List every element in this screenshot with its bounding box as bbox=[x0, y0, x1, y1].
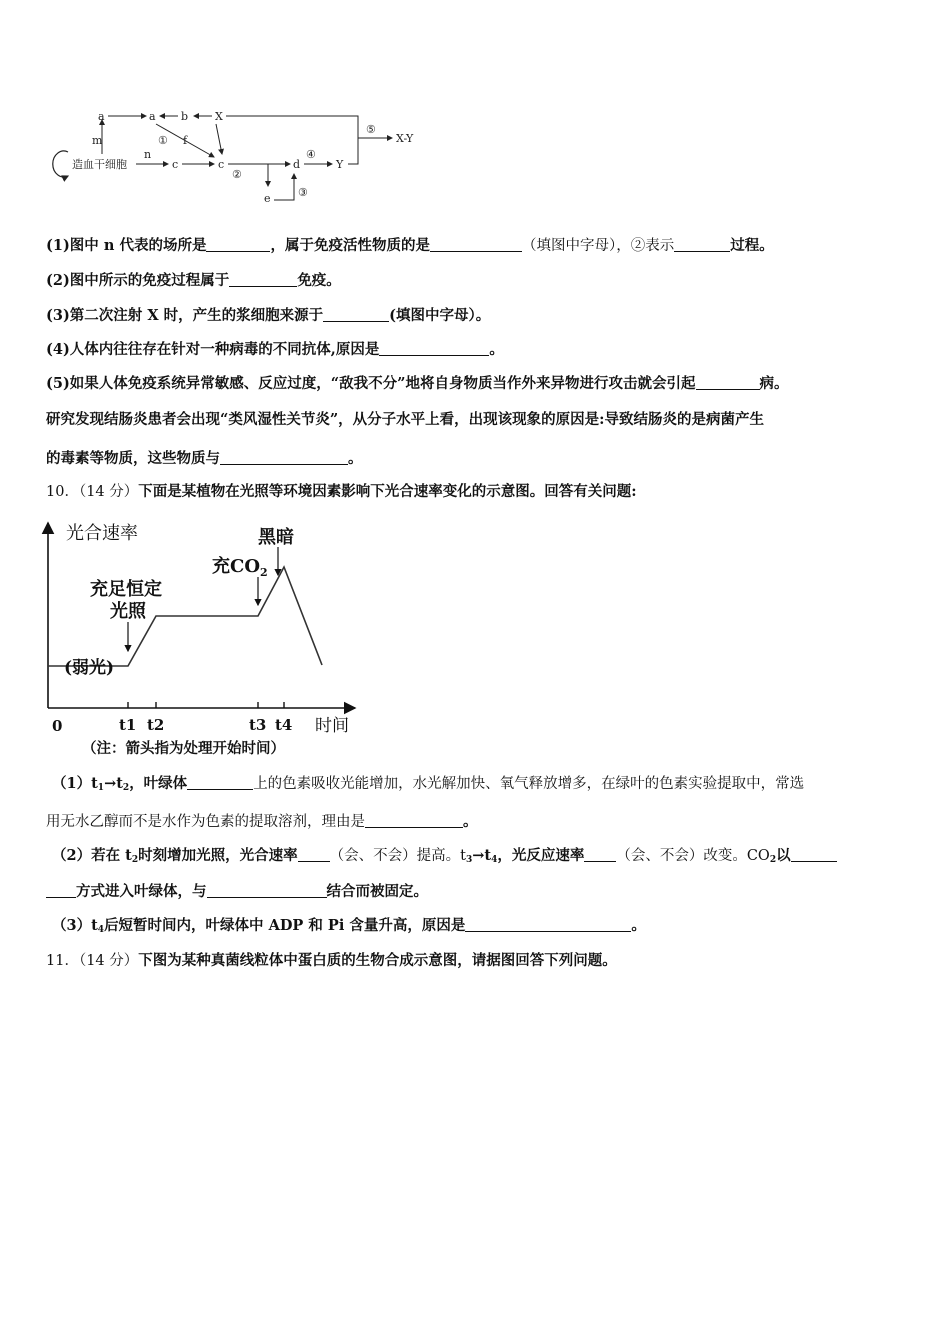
subscript: 2 bbox=[769, 855, 777, 865]
q10-p1-line2a: 用无水乙醇而不是水作为色素的提取溶剂，理由是 bbox=[46, 814, 365, 830]
answer-blank[interactable] bbox=[207, 883, 327, 898]
node-c-left: c bbox=[172, 158, 179, 171]
q9-p2-text-a: (2)图中所示的免疫过程属于 bbox=[46, 272, 230, 289]
node-x: X bbox=[215, 110, 223, 123]
q9-part5-line3 bbox=[46, 449, 910, 469]
q10-score: （14 分） bbox=[78, 484, 139, 500]
step-4: ④ bbox=[306, 148, 316, 161]
label-f: f bbox=[183, 134, 188, 147]
answer-blank[interactable] bbox=[46, 883, 76, 898]
q10-number: 10． bbox=[46, 484, 79, 500]
q10-p2-d: t bbox=[484, 847, 492, 864]
x-tick-label: t2 bbox=[147, 716, 165, 734]
step-5: ⑤ bbox=[366, 123, 376, 136]
q11-score: （14 分） bbox=[78, 953, 139, 969]
answer-blank[interactable] bbox=[229, 272, 297, 287]
x-tick-label: t1 bbox=[119, 716, 137, 734]
node-a-left: a bbox=[98, 110, 105, 123]
q10-p3-a: （3）t bbox=[52, 917, 98, 934]
step-2: ② bbox=[232, 168, 242, 181]
step-3: ③ bbox=[298, 186, 308, 199]
step-1: ① bbox=[158, 134, 168, 147]
q9-p1-text-a: (1)图中 n 代表的场所是 bbox=[46, 237, 207, 254]
arrow-glyph: → bbox=[472, 847, 485, 864]
answer-blank[interactable] bbox=[584, 847, 616, 862]
answer-blank[interactable] bbox=[323, 307, 389, 322]
q9-p5-line2: 研究发现结肠炎患者会出现“类风湿性关节炎”，从分子水平上看，出现该现象的原因是:导致结肠炎的是病菌产生 bbox=[46, 411, 765, 428]
q10-p1-a: （1）t bbox=[52, 775, 98, 792]
node-y: Y bbox=[336, 158, 344, 171]
q10-p2-f: （会、不会）改变。CO bbox=[616, 848, 770, 864]
q10-p1-a2: t bbox=[116, 775, 123, 792]
q10-p2-c: （会、不会）提高。t bbox=[329, 848, 466, 864]
answer-blank[interactable] bbox=[365, 813, 463, 828]
q9-part5-line2 bbox=[46, 410, 910, 430]
q9-p1-text-b: ，属于免疫活性物质的是 bbox=[270, 237, 430, 254]
label-n: n bbox=[144, 148, 152, 161]
q9-p2-text-b: 免疫。 bbox=[297, 272, 341, 289]
origin-label: 0 bbox=[52, 717, 63, 735]
annotation-strong-light-2: 光照 bbox=[110, 601, 146, 622]
answer-blank[interactable] bbox=[298, 847, 330, 862]
annotation-strong-light-1: 充足恒定 bbox=[90, 579, 162, 600]
annotation-weak-light: (弱光) bbox=[64, 658, 115, 678]
q10-p2-b: 时刻增加光照，光合速率 bbox=[138, 847, 298, 864]
answer-blank[interactable] bbox=[430, 237, 522, 252]
q9-p5-line3a: 的毒素等物质，这些物质与 bbox=[46, 450, 220, 467]
q10-part2 bbox=[52, 846, 910, 870]
q9-p5-text-b: 病。 bbox=[759, 375, 789, 392]
q10-p2-a: （2）若在 t bbox=[52, 847, 132, 864]
answer-blank[interactable] bbox=[465, 917, 631, 932]
self-renewal-arrow bbox=[53, 151, 68, 177]
q10-p2-line2a: 方式进入叶绿体，与 bbox=[76, 883, 207, 900]
q9-p4-text-b: 。 bbox=[489, 341, 504, 358]
q11-stem: 下图为某种真菌线粒体中蛋白质的生物合成示意图，请据图回答下列问题。 bbox=[138, 952, 617, 969]
subscript: 4 bbox=[491, 855, 498, 865]
immune-process-diagram bbox=[50, 100, 440, 212]
q10-p1-b: ，叶绿体 bbox=[129, 775, 188, 792]
x-loop-line bbox=[226, 116, 358, 164]
q10-p1-line2b: 。 bbox=[463, 813, 478, 830]
answer-blank[interactable] bbox=[379, 341, 489, 356]
arrow-x-c bbox=[216, 124, 222, 154]
q10-part3 bbox=[52, 916, 910, 940]
q9-part3 bbox=[46, 306, 910, 326]
q10-p2-g: 以 bbox=[776, 847, 791, 864]
node-c-right: c bbox=[218, 158, 225, 171]
y-axis-label: 光合速率 bbox=[66, 523, 138, 544]
q10-stem: 下面是某植物在光照等环境因素影响下光合速率变化的示意图。回答有关问题: bbox=[138, 483, 637, 500]
node-b: b bbox=[181, 110, 189, 123]
chart-note-text: （注：箭头指为处理开始时间） bbox=[82, 740, 285, 757]
q10-header bbox=[46, 482, 910, 502]
subscript: 2 bbox=[122, 783, 130, 793]
arrow-e-d bbox=[274, 174, 294, 200]
annotation-dark: 黑暗 bbox=[258, 527, 294, 548]
subscript: 2 bbox=[131, 855, 139, 865]
photosynthesis-rate-chart bbox=[40, 515, 380, 740]
q10-p2-e: ，光反应速率 bbox=[497, 847, 585, 864]
q9-part4 bbox=[46, 340, 910, 360]
arrow-glyph: → bbox=[104, 775, 117, 792]
q9-p3-text-a: (3)第二次注射 X 时，产生的浆细胞来源于 bbox=[46, 307, 324, 324]
node-e: e bbox=[264, 192, 271, 205]
node-a-mid: a bbox=[149, 110, 156, 123]
q10-part1 bbox=[52, 774, 910, 798]
q9-p1-text-c: （填图中字母），②表示 bbox=[521, 238, 675, 254]
q10-p1-c: 上的色素吸收光能增加，水光解加快、氧气释放增多，在绿叶的色素实验提取中，常选 bbox=[253, 776, 805, 792]
q9-part1 bbox=[46, 236, 910, 256]
answer-blank[interactable] bbox=[674, 237, 730, 252]
q10-p3-c: 。 bbox=[631, 917, 646, 934]
q9-p4-text-a: (4)人体内往往存在针对一种病毒的不同抗体,原因是 bbox=[46, 341, 380, 358]
q9-part2 bbox=[46, 271, 910, 291]
label-m: m bbox=[92, 134, 103, 147]
answer-blank[interactable] bbox=[696, 375, 760, 390]
chart-note bbox=[82, 739, 910, 759]
q9-p5-line3b: 。 bbox=[348, 450, 363, 467]
node-stem-cell: 造血干细胞 bbox=[72, 158, 127, 171]
q10-part2-line2 bbox=[46, 882, 910, 902]
answer-blank[interactable] bbox=[220, 450, 348, 465]
subscript: 3 bbox=[465, 855, 473, 865]
answer-blank[interactable] bbox=[791, 847, 837, 862]
x-tick-label: t3 bbox=[249, 716, 267, 734]
q11-number: 11． bbox=[46, 953, 79, 969]
x-tick-label: t4 bbox=[275, 716, 293, 734]
answer-blank[interactable] bbox=[187, 775, 253, 790]
x-axis-label: 时间 bbox=[315, 716, 349, 736]
node-d: d bbox=[293, 158, 301, 171]
subscript: 4 bbox=[97, 925, 105, 935]
answer-blank[interactable] bbox=[206, 237, 270, 252]
node-xy: X-Y bbox=[396, 132, 414, 145]
q9-p3-text-b: (填图中字母）。 bbox=[389, 307, 491, 324]
q10-p3-b: 后短暂时间内，叶绿体中 ADP 和 Pi 含量升高，原因是 bbox=[104, 917, 466, 934]
q10-p2-line2b: 结合而被固定。 bbox=[326, 883, 428, 900]
subscript: 1 bbox=[97, 783, 105, 793]
q9-p5-text-a: (5)如果人体免疫系统异常敏感、反应过度，“敌我不分”地将自身物质当作外来异物进行攻击就会引起 bbox=[46, 375, 696, 392]
q9-p1-text-d: 过程。 bbox=[730, 237, 774, 254]
annotation-co2: 充$CO_2$ bbox=[212, 556, 268, 579]
q10-part1-line2 bbox=[46, 812, 910, 832]
q9-part5 bbox=[46, 374, 910, 394]
q11-header bbox=[46, 951, 910, 971]
